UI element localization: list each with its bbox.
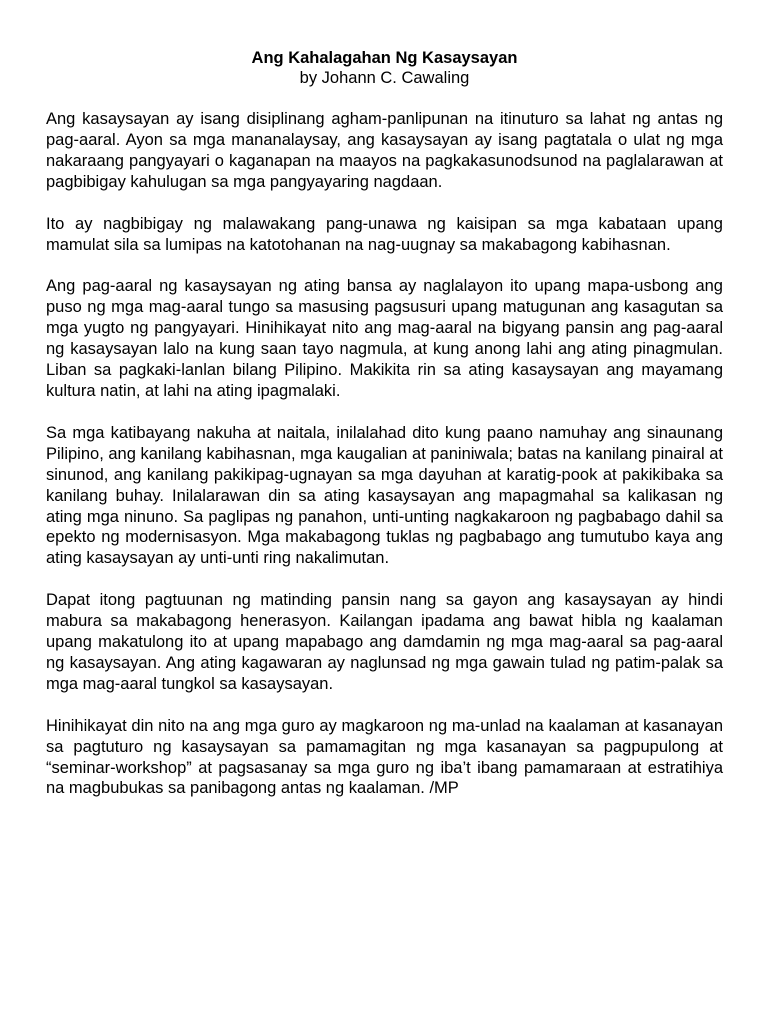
document-title: Ang Kahalagahan Ng Kasaysayan bbox=[251, 49, 518, 67]
paragraph-1: Ang kasaysayan ay isang disiplinang agham-panlipunan na itinuturo sa lahat ng antas ng pag-aaral. Ayon sa mga mananalaysay, ang kasaysayan ay isang pagtatala o ulat ng mga nakaraang pangyayari o kaganapan na maayos na pagkakasunodsunod na paglalarawan at pagbibigay kahulugan sa mga pangyayaring nagdaan. bbox=[46, 110, 723, 191]
paragraph-4: Sa mga katibayang nakuha at naitala, inilalahad dito kung paano namuhay ang sinaunang Pilipino, ang kanilang kabihasnan, mga kaugalian at paniniwala; batas na kanilang pinairal at sinunod, ang kanilang pakikipag-ugnayan sa mga dayuhan at karatig-pook at pakikibaka sa kanilang buhay. Inilalarawan din sa ating kasaysayan ang mapagmahal sa kalikasan ng ating mga ninuno. Sa paglipas ng panahon, unti-unting nagkakaroon ng pagbabago dahil sa epekto ng modernisasyon. Mga makabagong tuklas ng pagbabago ang tumutubo kaya ang ating kasaysayan ay unti-unti ring nakalimutan. bbox=[46, 423, 723, 568]
document-page bbox=[46, 48, 723, 820]
paragraph-3: Ang pag-aaral ng kasaysayan ng ating bansa ay naglalayon ito upang mapa-usbong ang puso ng mga mag-aaral tungo sa masusing pagsusuri upang matugunan ang kasagutan sa mga yugto ng pangyayari. Hinihikayat nito ang mag-aaral na bigyang pansin ang pag-aaral ng kasaysayan lalo na kung saan tayo nagmula, at kung anong lahi ang ating pinagmulan. Liban sa pagkaki-lanlan bilang Pilipino. Makikita rin sa ating kasaysayan ang mayamang kultura natin, at lahi na ating ipagmalaki. bbox=[46, 277, 723, 400]
paragraph-2: Ito ay nagbibigay ng malawakang pang-unawa ng kaisipan sa mga kabataan upang mamulat sila sa lumipas na katotohanan na nag-uugnay sa makabagong kabihasnan. bbox=[46, 214, 723, 254]
paragraph-6: Hinihikayat din nito na ang mga guro ay magkaroon ng ma-unlad na kaalaman at kasanayan sa pagtuturo ng kasaysayan sa pamamagitan ng mga kasanayan sa pagpupulong at “seminar-workshop” at pagsasanay sa mga guro ng iba’t ibang pamamaraan at estratihiya na magbubukas sa panibagong antas ng kaalaman. /MP bbox=[46, 716, 723, 798]
paragraph-5: Dapat itong pagtuunan ng matinding pansin nang sa gayon ang kasaysayan ay hindi mabura sa makabagong henerasyon. Kailangan ipadama ang bawat hibla ng kaalaman upang makatulong ito at upang mapabago ang damdamin ng mga mag-aaral sa pag-aaral ng kasaysayan. Ang ating kagawaran ay naglunsad ng mga gawain tulad ng patim-palak sa mga mag-aaral tungkol sa kasaysayan. bbox=[46, 591, 723, 693]
document-author: by Johann C. Cawaling bbox=[299, 69, 470, 87]
